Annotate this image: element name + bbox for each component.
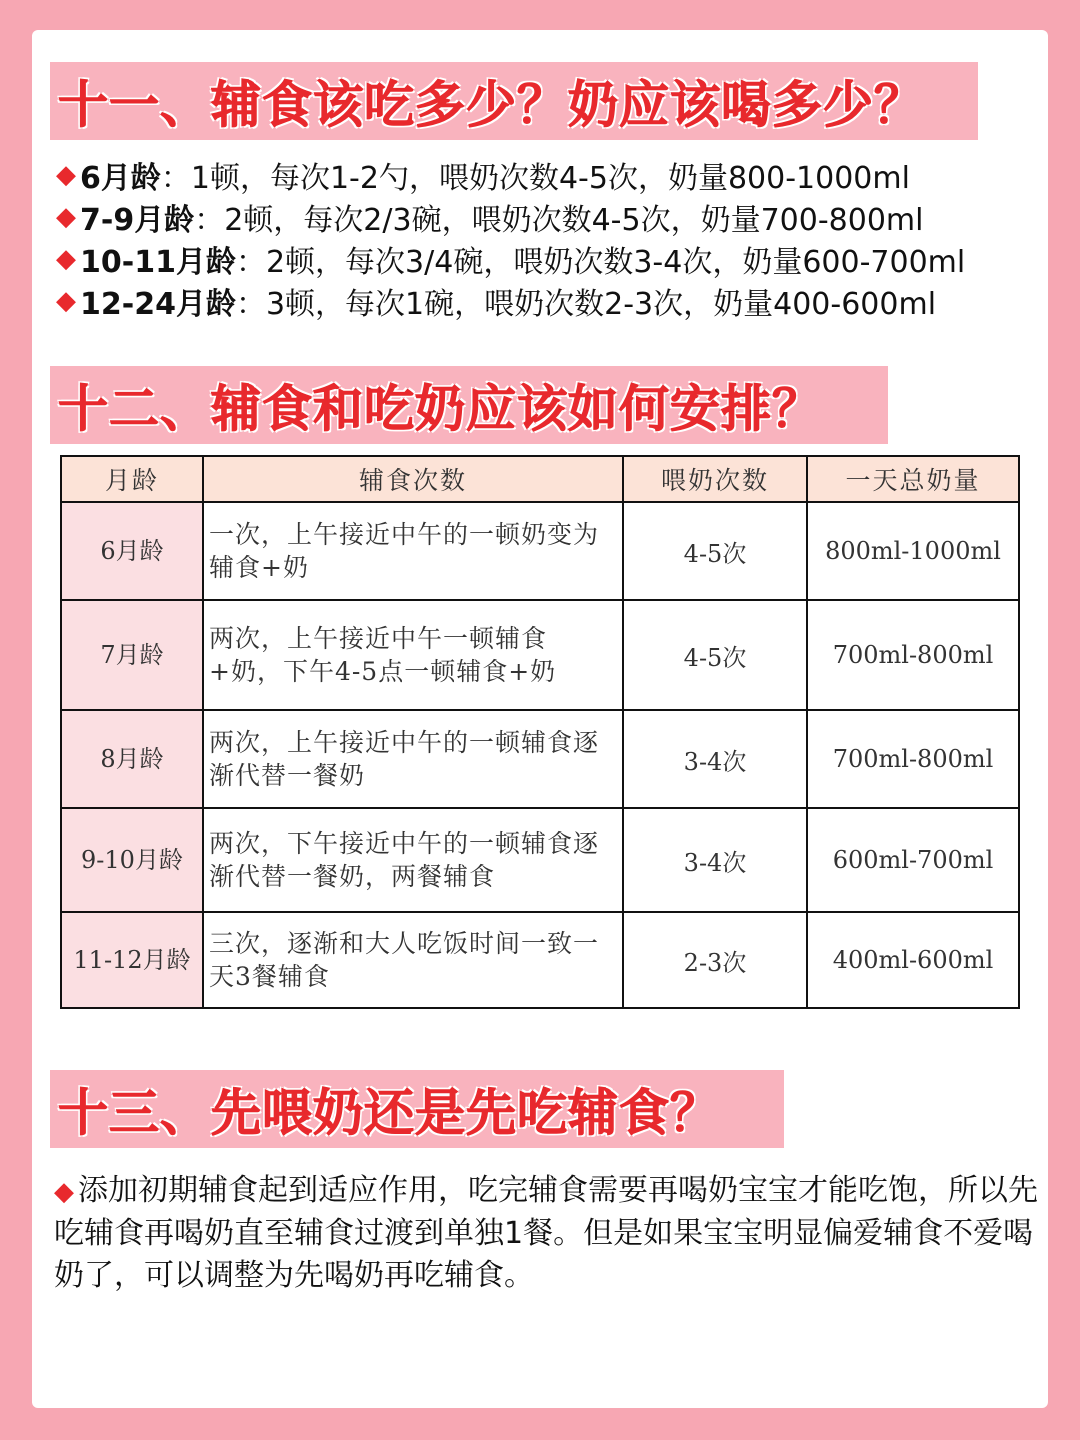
list-item-age: 12-24月龄 — [80, 287, 236, 322]
cell-volume: 700ml-800ml — [807, 710, 1019, 808]
list-item-detail: ：1顿，每次1-2勺，喂奶次数4-5次，奶量800-1000ml — [160, 161, 910, 196]
table-row — [61, 600, 1019, 710]
list-item-detail: ：2顿，每次3/4碗，喂奶次数3-4次，奶量600-700ml — [235, 245, 966, 280]
header-meals: 辅食次数 — [203, 456, 623, 502]
cell-meals: 三次，逐渐和大人吃饭时间一致一天3餐辅食 — [203, 912, 623, 1008]
section-title-text: 十一、辅食该吃多少？奶应该喝多少？ — [58, 76, 925, 134]
table-row — [61, 710, 1019, 808]
list-item — [56, 238, 1041, 280]
header-volume: 一天总奶量 — [807, 456, 1019, 502]
cell-volume: 600ml-700ml — [807, 808, 1019, 912]
list-item — [56, 196, 1041, 238]
cell-volume: 400ml-600ml — [807, 912, 1019, 1008]
table-row — [61, 502, 1019, 600]
cell-age: 8月龄 — [61, 710, 203, 808]
list-item-detail: ：3顿，每次1碗，喂奶次数2-3次，奶量400-600ml — [235, 287, 937, 322]
header-age: 月龄 — [61, 456, 203, 502]
content-card — [32, 30, 1048, 1408]
diamond-bullet-icon: ◆ — [56, 244, 76, 274]
table-header-row — [61, 456, 1019, 502]
paragraph-text: 添加初期辅食起到适应作用，吃完辅食需要再喝奶宝宝才能吃饱，所以先吃辅食再喝奶直至辅食过渡到单独1餐。但是如果宝宝明显偏爱辅食不爱喝奶了，可以调整为先喝奶再吃辅食。 — [54, 1173, 1038, 1293]
amount-list — [56, 154, 1041, 322]
cell-meals: 两次，上午接近中午的一顿辅食逐渐代替一餐奶 — [203, 710, 623, 808]
diamond-bullet-icon: ◆ — [56, 286, 76, 316]
list-item-age: 10-11月龄 — [80, 245, 236, 280]
cell-meals: 两次，下午接近中午的一顿辅食逐渐代替一餐奶，两餐辅食 — [203, 808, 623, 912]
table-row — [61, 912, 1019, 1008]
diamond-bullet-icon: ◆ — [56, 202, 76, 232]
list-item — [56, 154, 1041, 196]
list-item — [56, 280, 1041, 322]
section-title-order — [50, 1070, 784, 1148]
cell-feeds: 2-3次 — [623, 912, 807, 1008]
section-title-schedule — [50, 366, 888, 444]
cell-meals: 两次，上午接近中午一顿辅食+奶，下午4-5点一顿辅食+奶 — [203, 600, 623, 710]
section-title-text: 十二、辅食和吃奶应该如何安排？ — [58, 380, 823, 438]
cell-meals: 一次，上午接近中午的一顿奶变为辅食+奶 — [203, 502, 623, 600]
diamond-bullet-icon: ◆ — [56, 160, 76, 190]
cell-age: 6月龄 — [61, 502, 203, 600]
cell-feeds: 3-4次 — [623, 808, 807, 912]
section-title-text: 十三、先喂奶还是先吃辅食？ — [58, 1084, 721, 1142]
cell-feeds: 4-5次 — [623, 600, 807, 710]
list-item-detail: ：2顿，每次2/3碗，喂奶次数4-5次，奶量700-800ml — [194, 203, 924, 238]
table-row — [61, 808, 1019, 912]
cell-feeds: 3-4次 — [623, 710, 807, 808]
diamond-bullet-icon: ◆ — [54, 1177, 74, 1207]
schedule-table — [60, 455, 1020, 1009]
cell-age: 9-10月龄 — [61, 808, 203, 912]
cell-age: 7月龄 — [61, 600, 203, 710]
order-paragraph — [54, 1170, 1044, 1297]
list-item-age: 6月龄 — [80, 161, 161, 196]
cell-volume: 800ml-1000ml — [807, 502, 1019, 600]
cell-volume: 700ml-800ml — [807, 600, 1019, 710]
cell-age: 11-12月龄 — [61, 912, 203, 1008]
cell-feeds: 4-5次 — [623, 502, 807, 600]
list-item-age: 7-9月龄 — [80, 203, 195, 238]
header-feeds: 喂奶次数 — [623, 456, 807, 502]
section-title-amounts — [50, 62, 978, 140]
